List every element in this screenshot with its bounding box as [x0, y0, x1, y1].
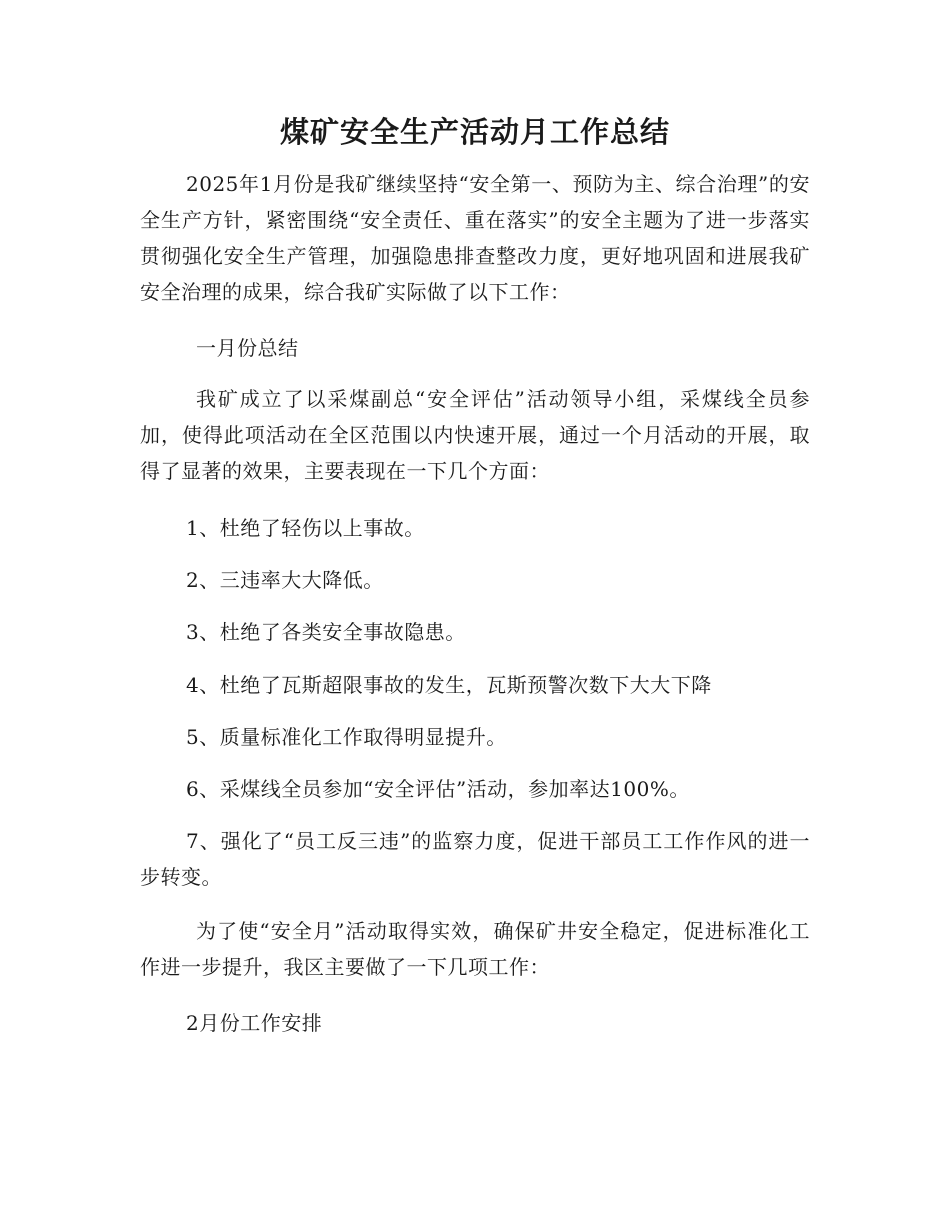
list-item: 2、三违率大大降低。: [186, 568, 384, 592]
document-title: 煤矿安全生产活动月工作总结: [279, 115, 670, 149]
january-summary-paragraph: 我矿成立了以采煤副总“安全评估”活动领导小组，采煤线全员参加，使得此项活动在全区范围以内快速开展，通过一个月活动的开展，取得了显著的效果，主要表现在一下几个方面：: [140, 387, 810, 483]
section-heading-january: 一月份总结: [196, 336, 299, 360]
list-item: 5、质量标准化工作取得明显提升。: [186, 725, 507, 749]
list-item: 7、强化了“员工反三违”的监察力度，促进干部员工工作作风的进一步转变。: [140, 829, 810, 889]
intro-paragraph: 2025年1月份是我矿继续坚持“安全第一、预防为主、综合治理”的安全生产方针，紧密围绕“安全责任、重在落实”的安全主题为了进一步落实贯彻强化安全生产管理，加强隐患排查整改力度，更好地巩固和进展我矿安全治理的成果，综合我矿实际做了以下工作：: [140, 172, 810, 304]
list-item: 4、杜绝了瓦斯超限事故的发生，瓦斯预警次数下大大下降: [186, 673, 712, 697]
safety-month-paragraph: 为了使“安全月”活动取得实效，确保矿井安全稳定，促进标准化工作进一步提升，我区主要做了一下几项工作：: [140, 919, 810, 979]
list-item: 1、杜绝了轻伤以上事故。: [186, 516, 425, 540]
list-item: 6、采煤线全员参加“安全评估”活动，参加率达100%。: [186, 777, 690, 801]
section-heading-february: 2月份工作安排: [186, 1011, 323, 1035]
list-item: 3、杜绝了各类安全事故隐患。: [186, 620, 466, 644]
